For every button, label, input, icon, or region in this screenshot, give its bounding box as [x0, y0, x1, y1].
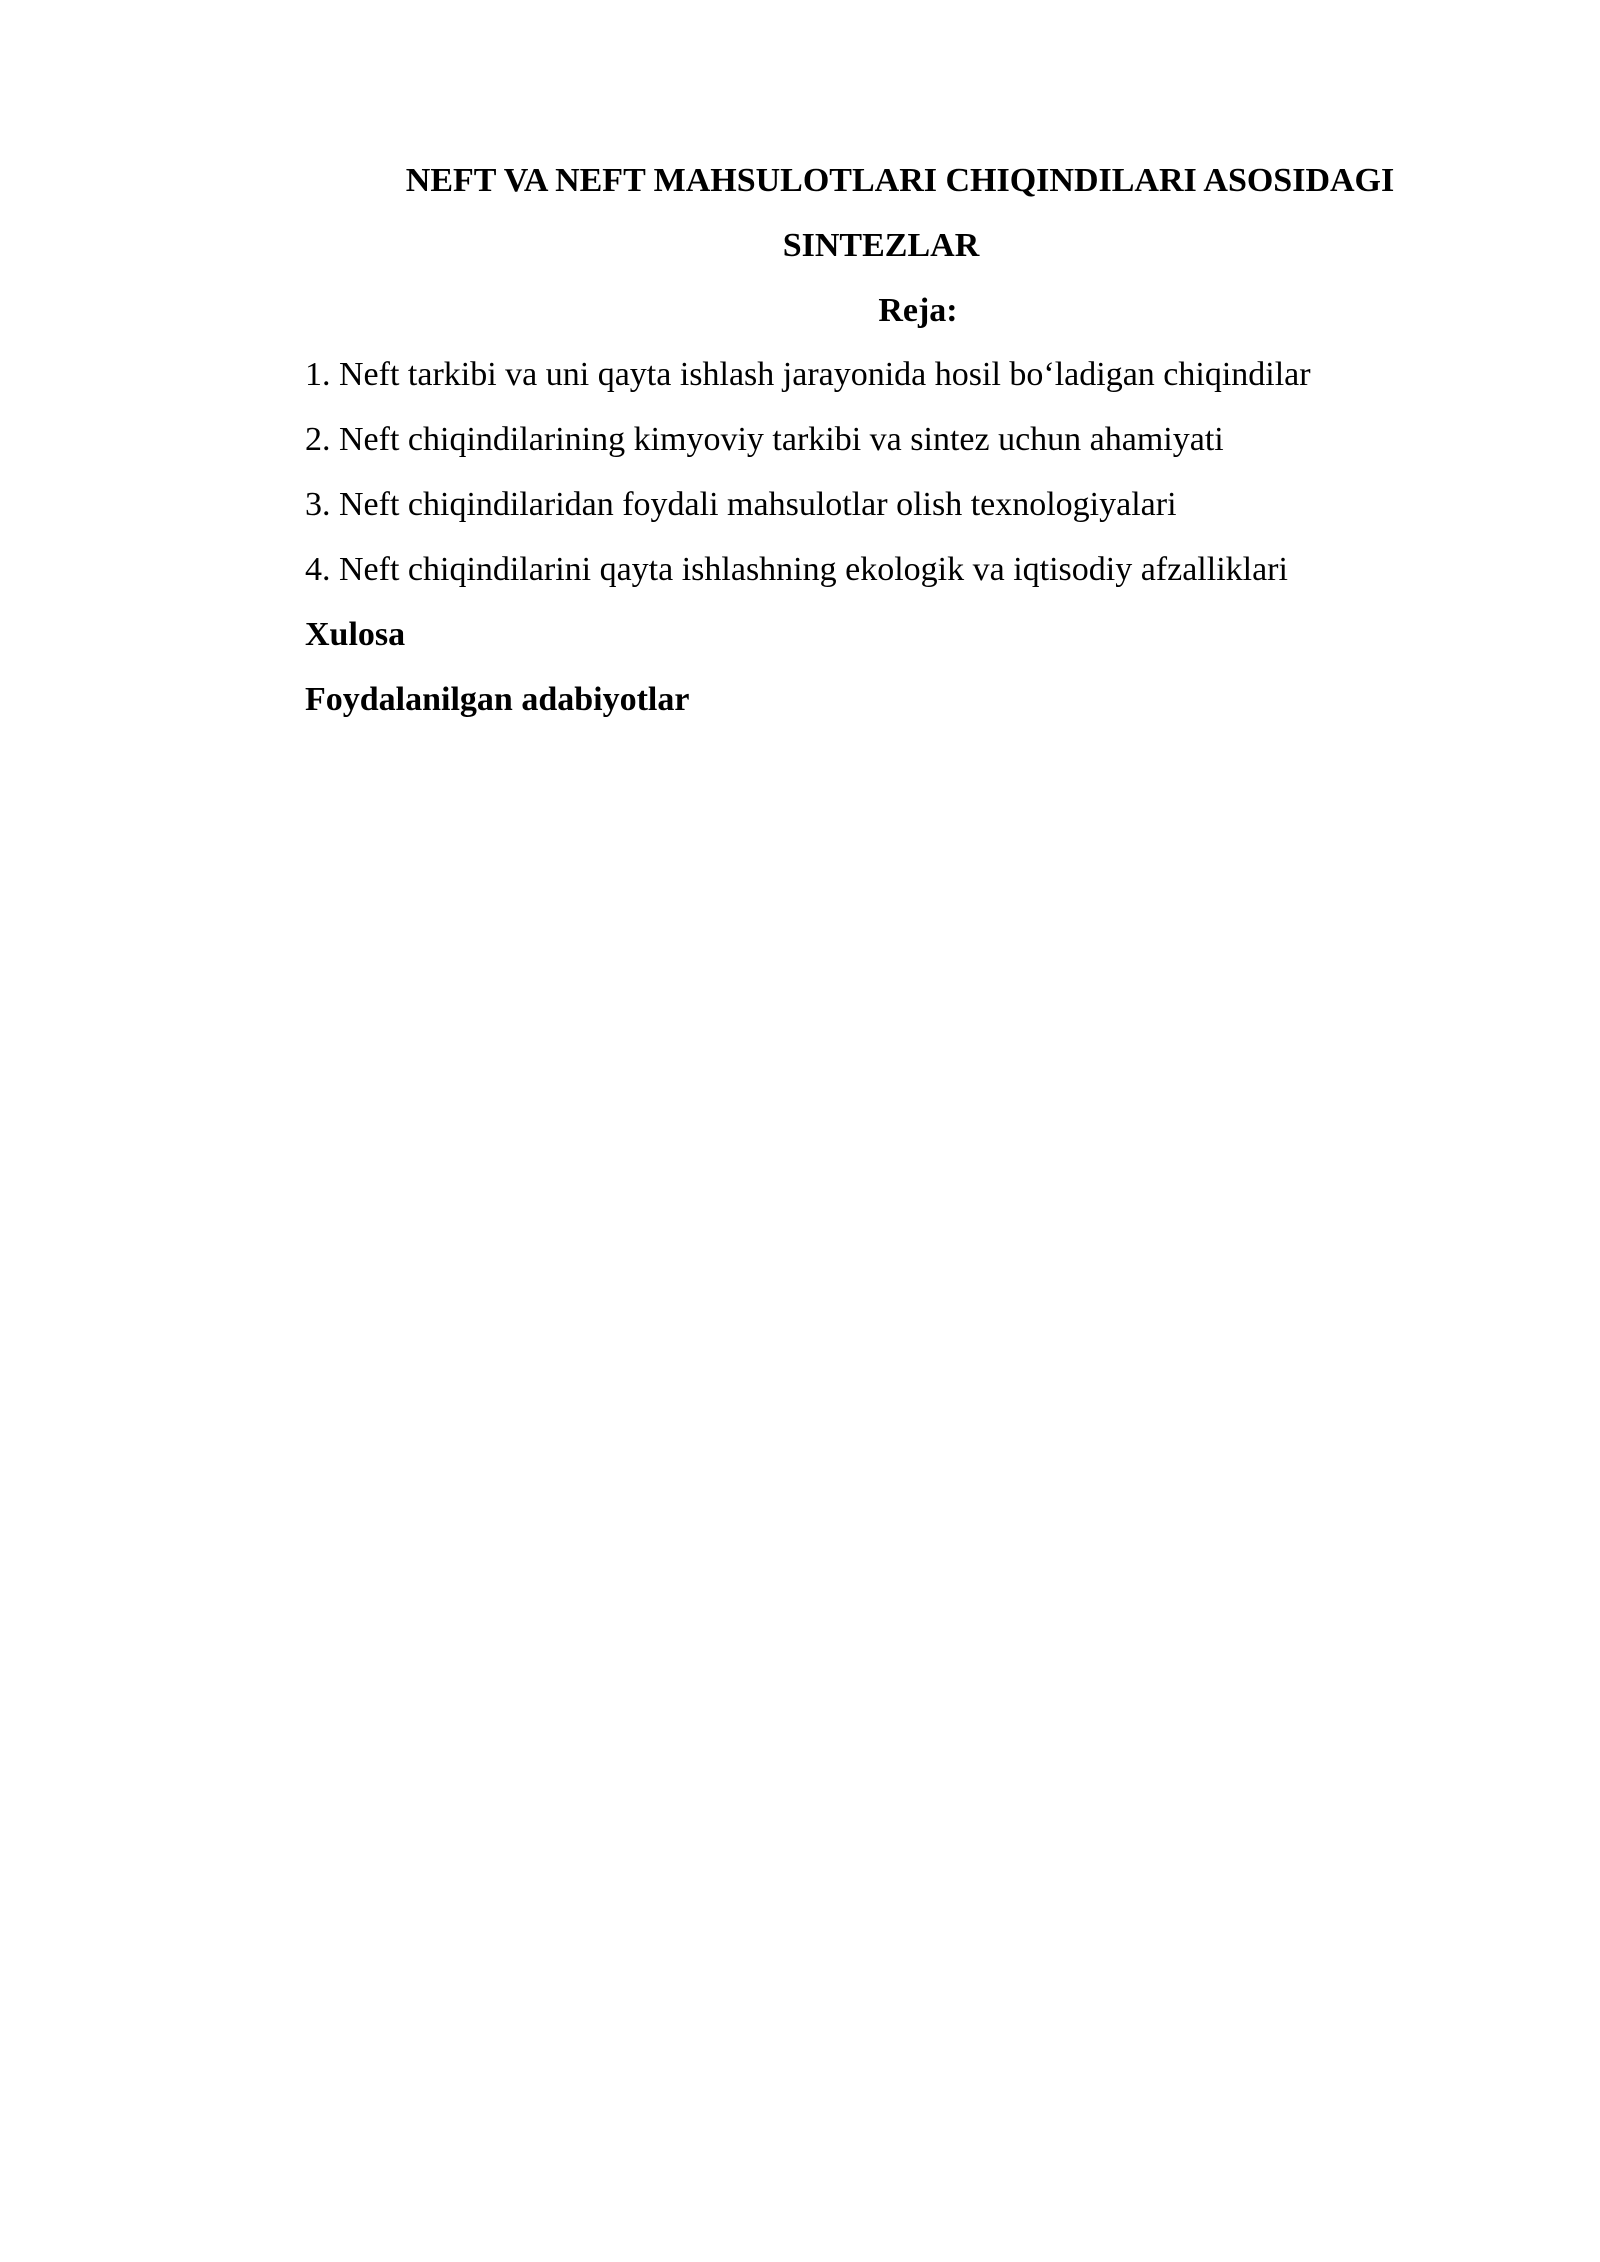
plan-heading: Reja:	[878, 292, 958, 329]
plan-item: 1. Neft tarkibi va uni qayta ishlash jarayonida hosil bo‘ladigan chiqindilar	[305, 356, 1311, 393]
title-line-2: SINTEZLAR	[782, 227, 980, 264]
references-heading: Foydalanilgan adabiyotlar	[305, 681, 690, 718]
title-line-1: NEFT VA NEFT MAHSULOTLARI CHIQINDILARI ASOSIDAGI	[405, 162, 1395, 199]
conclusion-heading: Xulosa	[305, 616, 406, 653]
plan-item: 3. Neft chiqindilaridan foydali mahsulotlar olish texnologiyalari	[305, 486, 1177, 523]
plan-list	[305, 342, 1495, 732]
document-title	[305, 148, 1495, 278]
plan-item: 4. Neft chiqindilarini qayta ishlashning ekologik va iqtisodiy afzalliklari	[305, 551, 1288, 588]
plan-item: 2. Neft chiqindilarining kimyoviy tarkibi va sintez uchun ahamiyati	[305, 421, 1224, 458]
